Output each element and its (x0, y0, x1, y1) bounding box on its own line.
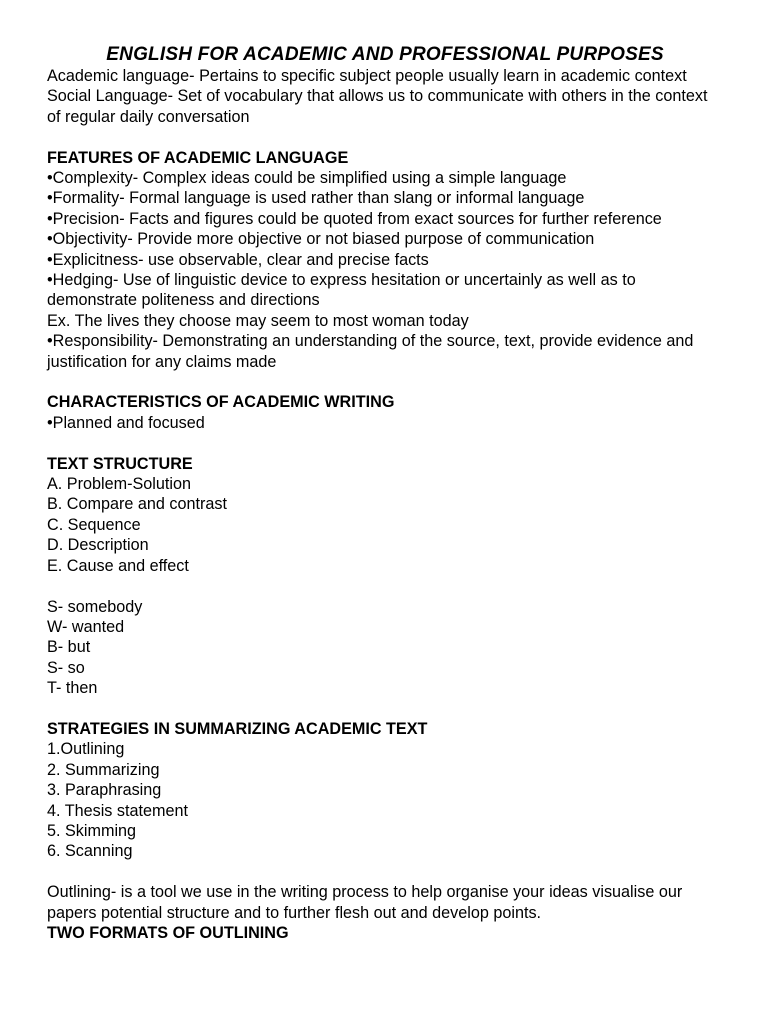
document-title: ENGLISH FOR ACADEMIC AND PROFESSIONAL PURPOSES (106, 44, 664, 65)
strategy-item: 6. Scanning (47, 842, 133, 861)
feature-item: •Precision- Facts and figures could be quoted from exact sources for further reference (47, 209, 662, 228)
text-structure-item: C. Sequence (47, 515, 141, 534)
document-page (47, 44, 723, 943)
intro-social-language: Social Language- Set of vocabulary that allows us to communicate with others in the context of regular daily conversation (47, 87, 708, 126)
swbst-item: T- then (47, 679, 98, 698)
strategy-item: 5. Skimming (47, 821, 137, 840)
text-structure-heading: TEXT STRUCTURE (47, 454, 193, 473)
swbst-item: W- wanted (47, 617, 125, 636)
characteristics-heading: CHARACTERISTICS OF ACADEMIC WRITING (47, 393, 395, 412)
strategy-item: 2. Summarizing (47, 760, 160, 779)
feature-item: •Explicitness- use observable, clear and precise facts (47, 250, 429, 269)
spacer (47, 372, 723, 392)
outlining-formats-heading: TWO FORMATS OF OUTLINING (47, 923, 289, 942)
text-structure-item: A. Problem-Solution (47, 475, 191, 494)
spacer (47, 127, 723, 147)
strategy-item: 1.Outlining (47, 740, 125, 759)
swbst-item: S- so (47, 658, 85, 677)
intro-academic-language: Academic language- Pertains to specific subject people usually learn in academic context (47, 67, 687, 85)
spacer (47, 862, 723, 882)
feature-item: •Complexity- Complex ideas could be simplified using a simple language (47, 169, 567, 188)
outlining-definition: Outlining- is a tool we use in the writing process to help organise your ideas visualise our papers potential structure and to further flesh out and develop points. (47, 883, 683, 922)
swbst-item: B- but (47, 638, 91, 657)
swbst-item: S- somebody (47, 597, 143, 616)
strategy-item: 4. Thesis statement (47, 801, 188, 820)
spacer (47, 433, 723, 453)
features-heading: FEATURES OF ACADEMIC LANGUAGE (47, 148, 349, 167)
feature-example: Ex. The lives they choose may seem to most woman today (47, 311, 469, 330)
text-structure-item: E. Cause and effect (47, 556, 189, 575)
feature-item: •Formality- Formal language is used rather than slang or informal language (47, 189, 585, 208)
feature-item: •Hedging- Use of linguistic device to express hesitation or uncertainly as well as to demonstrate politeness and directions (47, 271, 636, 310)
text-structure-item: D. Description (47, 536, 149, 555)
strategies-heading: STRATEGIES IN SUMMARIZING ACADEMIC TEXT (47, 719, 428, 738)
strategy-item: 3. Paraphrasing (47, 781, 162, 800)
feature-item: •Objectivity- Provide more objective or not biased purpose of communication (47, 230, 595, 249)
characteristic-item: •Planned and focused (47, 413, 205, 432)
spacer (47, 576, 723, 596)
text-structure-item: B. Compare and contrast (47, 495, 227, 514)
feature-item: •Responsibility- Demonstrating an understanding of the source, text, provide evidence and justification for any claims made (47, 332, 694, 371)
spacer (47, 699, 723, 719)
